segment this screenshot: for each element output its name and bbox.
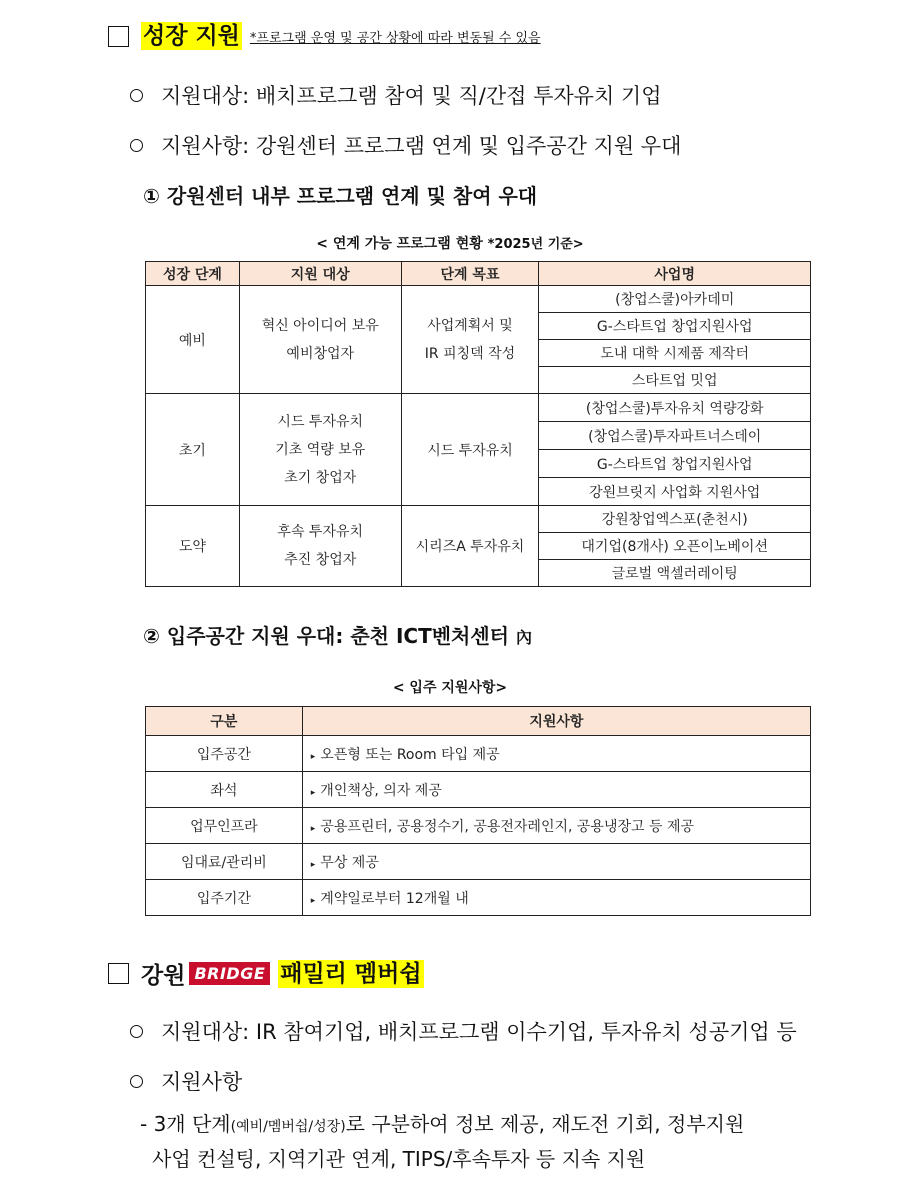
row-value: 개인책상, 의자 제공 [320,782,442,799]
table-row [146,772,811,808]
circle-bullet-icon [130,139,143,152]
logo-text-gangwon: 강원 [141,963,186,989]
circle-bullet-icon [130,1025,143,1038]
bullet-support [130,130,681,160]
table-header-row [146,262,811,286]
bullet-text: 지원대상: IR 참여기업, 배치프로그램 이수기업, 투자유치 성공기업 등 [161,1020,797,1044]
header-support: 지원사항 [302,707,810,736]
space-support-table [145,706,811,916]
program-cell: 글로벌 액셀러레이팅 [539,560,811,587]
triangle-bullet-icon: ▸ [310,859,316,870]
table1-caption-text: < 연계 가능 프로그램 현황 [316,236,483,252]
bullet-support [130,1066,242,1096]
table1-caption [0,233,900,253]
programs-table [145,261,811,587]
stage-cell: 초기 [146,394,240,506]
triangle-bullet-icon: ▸ [310,787,316,798]
circle-bullet-icon [130,1075,143,1088]
header-program: 사업명 [539,262,811,286]
table-row [146,286,811,313]
row-value: 공용프린터, 공용정수기, 공용전자레인지, 공용냉장고 등 제공 [320,818,694,835]
support-detail-line1 [140,1108,744,1143]
table-row [146,736,811,772]
support-detail-line2: 사업 컨설팅, 지역기관 연계, TIPS/후속투자 등 지속 지원 [152,1147,646,1171]
header-target: 지원 대상 [239,262,401,286]
logo-bridge-mark: BRIDGE [189,962,270,985]
detail-prefix: - 3개 단계 [140,1112,231,1136]
checkbox-square-icon [108,26,129,47]
table2-caption: < 입주 지원사항> [392,680,508,696]
row-label: 입주공간 [146,736,303,772]
triangle-bullet-icon: ▸ [310,823,316,834]
row-label: 임대료/관리비 [146,844,303,880]
row-value-cell [302,808,810,844]
program-cell: 강원브릿지 사업화 지원사업 [539,478,811,506]
detail-stages: (예비/멤버쉽/성장) [230,1119,346,1135]
section-family-heading [108,957,424,990]
target-line: 추진 창업자 [284,552,357,568]
section-title: 성장 지원 [143,23,240,49]
row-label: 업무인프라 [146,808,303,844]
program-cell: 도내 대학 시제품 제작터 [539,340,811,367]
bullet-target [130,1016,797,1046]
goal-line: IR 피칭덱 작성 [424,345,516,362]
table-row [146,880,811,916]
program-cell: G-스타트업 창업지원사업 [539,450,811,478]
gangwon-bridge-logo [141,957,278,990]
support-detail [140,1108,744,1175]
header-category: 구분 [146,707,303,736]
target-line: 예비창업자 [286,345,355,362]
program-cell: (창업스쿨)투자유치 역량강화 [539,394,811,422]
goal-line: 사업계획서 및 [427,317,513,334]
detail-rest: 로 구분하여 정보 제공, 재도전 기회, 정부지원 [345,1112,745,1136]
goal-cell [401,286,539,394]
target-line: 시드 투자유치 [277,413,364,430]
row-value-cell [302,844,810,880]
target-line: 혁신 아이디어 보유 [261,317,379,334]
row-value: 계약일로부터 12개월 내 [320,890,469,907]
table1-caption-note: *2025년 기준> [487,237,584,252]
checkbox-square-icon [108,963,129,984]
table-row [146,394,811,422]
bullet-target [130,80,662,110]
row-value-cell [302,772,810,808]
row-value: 무상 제공 [320,854,379,871]
subheading-space-text: ② 입주공간 지원 우대: 춘천 ICT벤처센터 [143,624,509,648]
program-cell: (창업스쿨)투자파트너스데이 [539,422,811,450]
program-cell: 스타트업 밋업 [539,367,811,394]
triangle-bullet-icon: ▸ [310,895,316,906]
bullet-text: 지원사항: 강원센터 프로그램 연계 및 입주공간 지원 우대 [161,134,682,158]
target-cell [239,286,401,394]
section-growth-heading [108,22,541,50]
subheading-space [143,620,532,649]
row-label: 입주기간 [146,880,303,916]
table-row [146,808,811,844]
subheading-programs: ① 강원센터 내부 프로그램 연계 및 참여 우대 [143,184,538,208]
goal-cell: 시드 투자유치 [401,394,539,506]
target-line: 초기 창업자 [284,469,357,486]
row-value: 오픈형 또는 Room 타입 제공 [320,746,500,763]
bullet-text: 지원사항 [161,1070,243,1094]
target-cell [239,394,401,506]
triangle-bullet-icon: ▸ [310,751,316,762]
bullet-text: 지원대상: 배치프로그램 참여 및 직/간접 투자유치 기업 [161,84,662,108]
section-title: 패밀리 멤버쉽 [280,960,422,987]
target-line: 후속 투자유치 [277,524,364,540]
stage-cell: 예비 [146,286,240,394]
row-value-cell [302,880,810,916]
program-cell: (창업스쿨)아카데미 [539,286,811,313]
program-cell: G-스타트업 창업지원사업 [539,313,811,340]
target-line: 기초 역량 보유 [275,441,366,458]
row-label: 좌석 [146,772,303,808]
subheading-space-suffix: 內 [515,628,532,647]
table-row [146,844,811,880]
goal-cell: 시리즈A 투자유치 [401,506,539,587]
header-stage: 성장 단계 [146,262,240,286]
table-header-row [146,707,811,736]
target-cell [239,506,401,587]
circle-bullet-icon [130,89,143,102]
header-goal: 단계 목표 [401,262,539,286]
program-cell: 대기업(8개사) 오픈이노베이션 [539,533,811,560]
section-note: *프로그램 운영 및 공간 상황에 따라 변동될 수 있음 [249,30,541,46]
program-cell: 강원창업엑스포(춘천시) [539,506,811,533]
table-row [146,506,811,533]
stage-cell: 도약 [146,506,240,587]
row-value-cell [302,736,810,772]
